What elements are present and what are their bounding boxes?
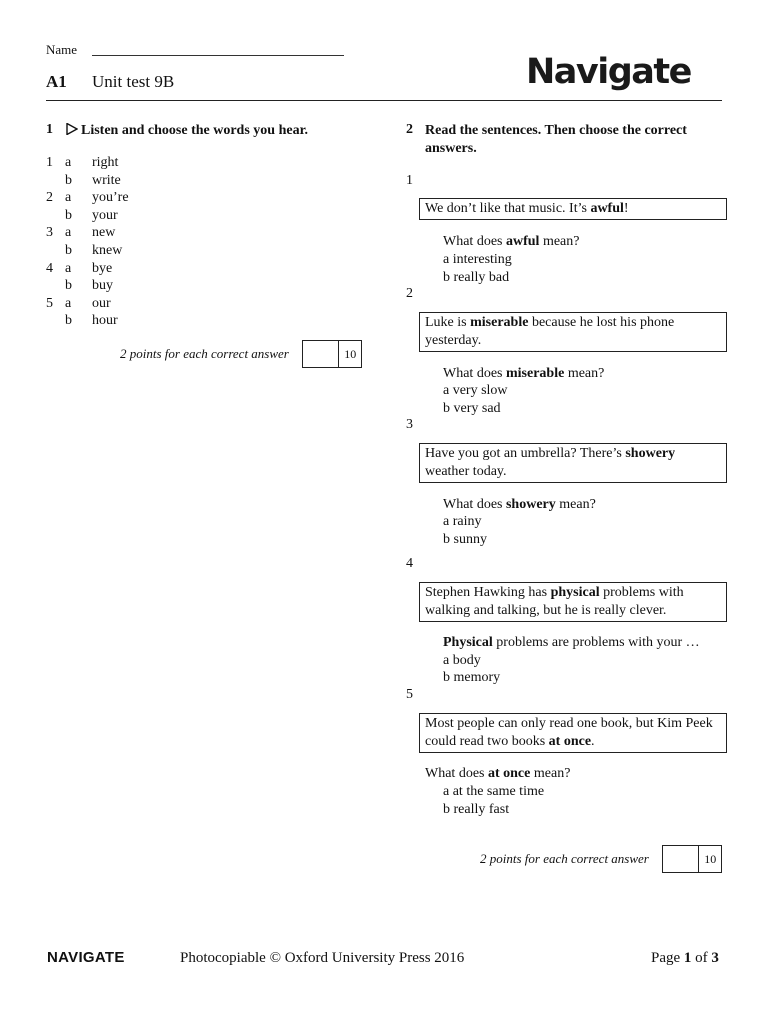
exercise-1-title: Listen and choose the words you hear. xyxy=(81,123,309,138)
score-entry-field[interactable] xyxy=(303,341,339,367)
answer-option-a[interactable]: a at the same time xyxy=(443,784,545,799)
audio-play-icon xyxy=(66,123,78,141)
header-divider xyxy=(46,100,722,101)
answer-option-b[interactable]: b memory xyxy=(443,670,501,685)
list-item[interactable]: b buy xyxy=(65,278,113,294)
list-item[interactable]: 4 a bye xyxy=(46,260,113,276)
question-prompt: What does showery mean? xyxy=(443,497,596,512)
sentence-box: Have you got an umbrella? There’s showery weather today. xyxy=(419,443,727,483)
answer-option-b[interactable]: b really bad xyxy=(443,270,510,285)
list-item[interactable]: 5 a our xyxy=(46,295,111,311)
footer-copyright: Photocopiable © Oxford University Press 2016 xyxy=(180,950,465,966)
navigate-logo: Navigate xyxy=(526,52,691,92)
sentence-box: Stephen Hawking has physical problems with walking and talking, but he is really clever. xyxy=(419,582,727,622)
sentence-box: We don’t like that music. It’s awful! xyxy=(419,198,727,220)
score-max: 10 xyxy=(704,852,717,866)
answer-option-a[interactable]: a very slow xyxy=(443,383,508,398)
answer-option-a[interactable]: a body xyxy=(443,653,481,668)
footer-brand: NAVIGATE xyxy=(47,949,125,966)
name-field-line[interactable] xyxy=(92,55,344,56)
list-item[interactable]: b your xyxy=(65,207,118,223)
question-prompt: What does awful mean? xyxy=(443,234,580,249)
exercise-1-score-box[interactable] xyxy=(302,340,362,368)
question-number: 2 xyxy=(406,286,413,301)
exercise-1-list xyxy=(0,154,380,330)
name-label: Name xyxy=(46,42,78,57)
list-item[interactable]: 3 a new xyxy=(46,225,116,241)
exercise-1-number: 1 xyxy=(46,122,53,137)
score-entry-field[interactable] xyxy=(663,846,699,872)
question-number: 3 xyxy=(406,417,413,432)
sentence-box: Luke is miserable because he lost his phone yesterday. xyxy=(419,312,727,352)
answer-option-b[interactable]: b sunny xyxy=(443,532,487,547)
sentence-box: Most people can only read one book, but Kim Peek could read two books at once. xyxy=(419,713,727,753)
score-max: 10 xyxy=(344,347,357,361)
list-item[interactable]: 1 a right xyxy=(46,155,119,170)
exercise-1-heading xyxy=(66,122,308,141)
question-prompt: What does at once mean? xyxy=(425,766,571,781)
question-prompt: What does miserable mean? xyxy=(443,366,605,381)
question-number: 4 xyxy=(406,556,413,571)
answer-option-b[interactable]: b really fast xyxy=(443,802,510,817)
list-item[interactable]: 2 a you’re xyxy=(46,190,129,206)
list-item[interactable]: b hour xyxy=(65,313,118,329)
list-item[interactable]: b knew xyxy=(65,242,123,258)
exercise-2-score-box[interactable] xyxy=(662,845,722,873)
answer-option-a[interactable]: a rainy xyxy=(443,514,482,529)
exercise-2-points-note: 2 points for each correct answer xyxy=(480,851,649,866)
answer-option-b[interactable]: b very sad xyxy=(443,401,501,416)
exercise-2-title: Read the sentences. Then choose the correct answers. xyxy=(425,123,687,156)
question-number: 5 xyxy=(406,687,413,702)
exercise-2-number: 2 xyxy=(406,122,413,137)
answer-option-a[interactable]: a interesting xyxy=(443,252,512,267)
question-prompt: Physical problems are problems with your … xyxy=(443,635,700,650)
list-item[interactable]: b write xyxy=(65,172,121,188)
level-label: A1 xyxy=(46,72,67,91)
exercise-1-points-note: 2 points for each correct answer xyxy=(120,346,289,361)
question-number: 1 xyxy=(406,173,413,188)
page-indicator: Page 1 of 3 xyxy=(651,950,719,966)
unit-title: Unit test 9B xyxy=(92,72,175,91)
